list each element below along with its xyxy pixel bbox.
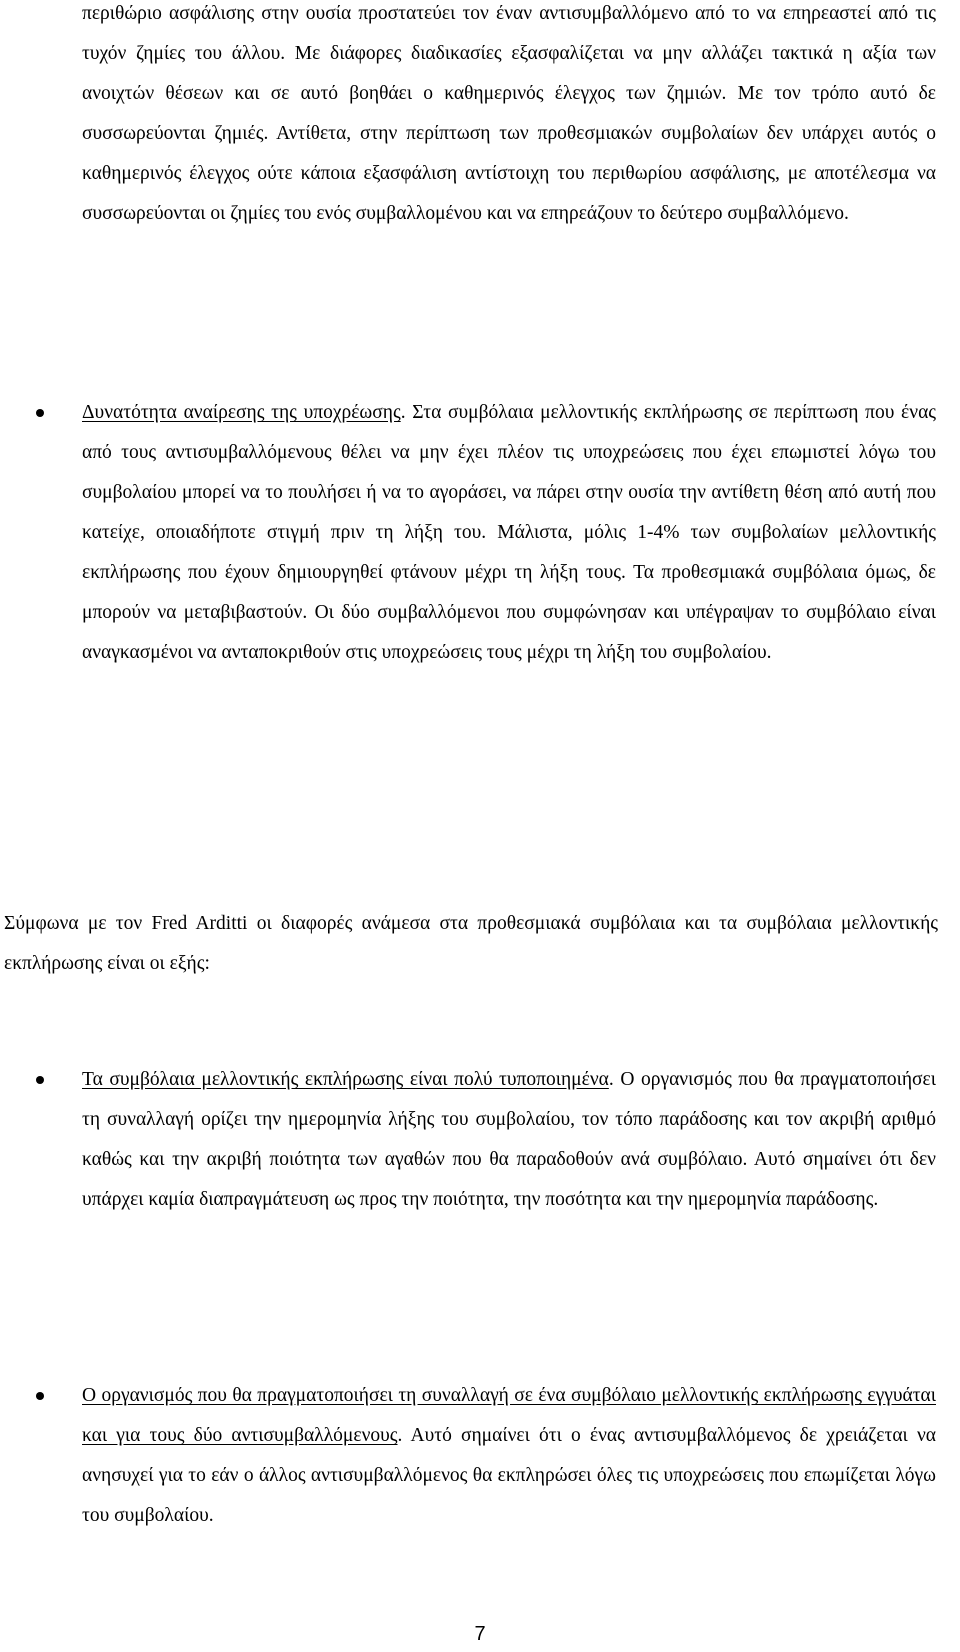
bullet-point [36,1392,44,1400]
continuation-paragraph [82,0,936,234]
bullet-text-standardized: . Ο οργανισμός που θα πραγματοποιήσει τη συναλλαγή ορίζει την ημερομηνία λήξης του συμβολαίου, τον τόπο παράδοσης και τον ακριβή αριθμό καθώς και την ακριβή ποιότητα των αγαθών που θα παραδοθούν ανά συμβόλαιο. Αυτό σημαίνει ότι δεν υπάρχει καμία διαπραγμάτευση ως προς την ποιότητα, την ποσότητα και την ημερομηνία παράδοσης. [82,1069,936,1210]
bullet-point [36,1076,44,1084]
bullet-heading-guarantee: Ο οργανισμός που θα πραγματοποιήσει τη συναλλαγή σε ένα συμβόλαιο μελλοντικής εκπλήρωσης εγγυάται και για τους δύο αντισυμβαλλόμενους [82,1385,936,1446]
bullet-text-guarantee: . Αυτό σημαίνει ότι ο ένας αντισυμβαλλόμενος δε χρειάζεται να ανησυχεί για το εάν ο άλλος αντισυμβαλλόμενος θα εκπληρώσει όλες τις υποχρεώσεις που επωμίζεται λόγω του συμβολαίου. [82,1425,936,1526]
continuation-text: περιθώριο ασφάλισης στην ουσία προστατεύει τον έναν αντισυμβαλλόμενο από το να επηρεαστεί από τις τυχόν ζημίες του άλλου. Με διάφορες διαδικασίες εξασφαλίζεται να μην αλλάζει τακτικά η αξία των ανοιχτών θέσεων και σε αυτό βοηθάει ο καθημερινός έλεγχος των ζημιών. Με τον τρόπο αυτό δε συσσωρεύονται ζημιές. Αντίθετα, στην περίπτωση των προθεσμιακών συμβολαίων δεν υπάρχει αυτός ο καθημερινός έλεγχος ούτε κάποια εξασφάλιση αντίστοιχη του περιθωρίου ασφάλισης, με αποτέλεσμα να συσσωρεύονται οι ζημίες του ενός συμβαλλομένου και να επηρεάζουν το δεύτερο συμβαλλόμενο. [82,3,936,224]
bullet-paragraph-guarantee [82,1376,936,1536]
bullet-paragraph-revocation [82,393,936,673]
intro-paragraph [4,904,938,984]
bullet-point [36,409,44,417]
bullet-text-revocation: . Στα συμβόλαια μελλοντικής εκπλήρωσης σε περίπτωση που ένας από τους αντισυμβαλλόμενους θέλει να μην έχει πλέον τις υποχρεώσεις που έχει επωμιστεί λόγω του συμβολαίου μπορεί να το πουλήσει ή να το αγοράσει, να πάρει στην ουσία την αντίθετη θέση από αυτή που κατείχε, οποιαδήποτε στιγμή πριν τη λήξη του. Μάλιστα, μόλις 1-4% των συμβολαίων μελλοντικής εκπλήρωσης που έχουν δημιουργηθεί φτάνουν μέχρι τη λήξη τους. Τα προθεσμιακά συμβόλαια όμως, δε μπορούν να μεταβιβαστούν. Οι δύο συμβαλλόμενοι που συμφώνησαν και υπέγραψαν το συμβόλαιο είναι αναγκασμένοι να ανταποκριθούν στις υποχρεώσεις τους μέχρι τη λήξη του συμβολαίου. [82,402,937,663]
intro-text: Σύμφωνα με τον Fred Arditti οι διαφορές ανάμεσα στα προθεσμιακά συμβόλαια και τα συμβόλαια μελλοντικής εκπλήρωσης είναι οι εξής: [4,913,938,974]
page-number: 7 [474,1623,486,1645]
bullet-heading-revocation: Δυνατότητα αναίρεσης της υποχρέωσης [82,402,401,423]
bullet-paragraph-standardized [82,1060,936,1220]
bullet-heading-standardized: Τα συμβόλαια μελλοντικής εκπλήρωσης είναι πολύ τυποποιημένα [82,1069,609,1090]
